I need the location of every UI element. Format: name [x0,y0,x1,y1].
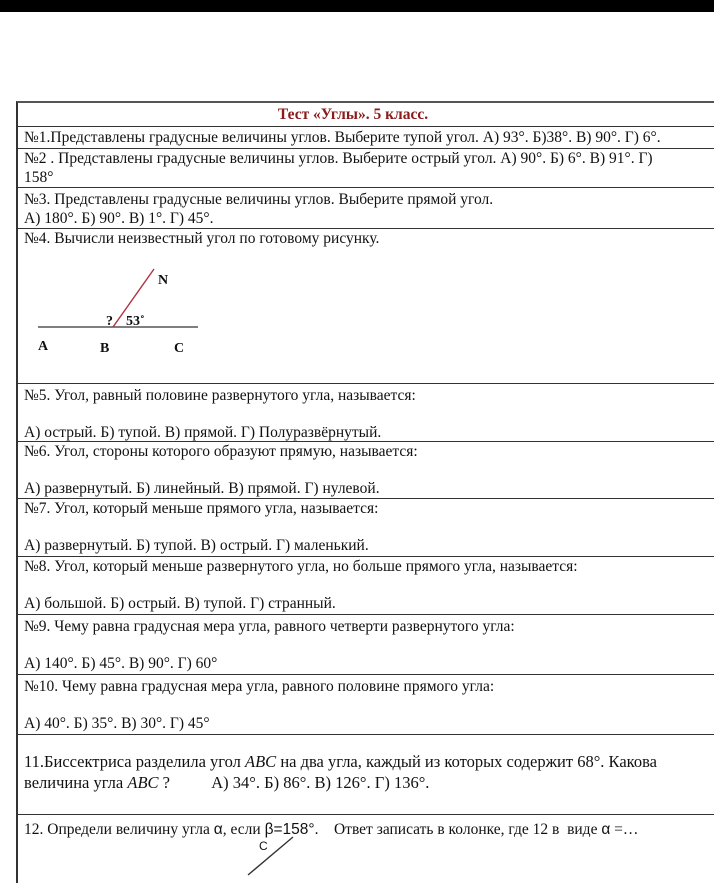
test-table [16,101,714,883]
question-10-text: №10. Чему равна градусная мера угла, равного половине прямого угла: [24,678,495,695]
ray-c [248,837,293,875]
question-1: №1.Представлены градусные величины углов. Выберите тупой угол. А) 93°. Б)38°. В) 90°. Г) 6°. [18,127,714,149]
question-7-answers: А) развернутый. Б) тупой. В) острый. Г) маленький. [24,537,369,554]
test-title: Тест «Углы». 5 класс. [18,103,714,127]
question-8-text: №8. Угол, который меньше развернутого угла, но больше прямого угла, называется: [24,558,578,575]
question-6 [18,442,714,499]
question-4-text: №4. Вычисли неизвестный угол по готовому рисунку. [24,230,380,247]
label-b: B [100,341,110,356]
question-5-text: №5. Угол, равный половине развернутого угла, называется: [24,387,416,404]
question-7-text: №7. Угол, который меньше прямого угла, называется: [24,500,379,517]
question-7 [18,499,714,557]
question-3-text: №3. Представлены градусные величины углов. Выберите прямой угол. [24,191,494,208]
question-2-text-cont: 158° [24,169,54,186]
question-11-answers: величина угла ABC ? А) 34°. Б) 86°. В) 126°. Г) 136°. [24,773,430,792]
question-3 [18,188,714,229]
question-9-text: №9. Чему равна градусная мера угла, равного четверти развернутого угла: [24,618,515,635]
label-unknown: ? [106,314,113,329]
question-12 [18,815,714,885]
question-2 [18,149,714,188]
label-c-12: C [259,839,268,853]
angle-figure [18,229,218,379]
top-bar [0,0,714,12]
question-4 [18,229,714,384]
question-2-text: №2 . Представлены градусные величины углов. Выберите острый угол. А) 90°. Б) 6°. В) 91°. Г) [24,150,653,167]
question-11-text: 11.Биссектриса разделила угол ABC на два угла, каждый из которых содержит 68°. Какова [24,752,657,771]
question-3-answers: А) 180°. Б) 90°. В) 1°. Г) 45°. [24,210,214,227]
question-6-answers: А) развернутый. Б) линейный. В) прямой. Г) нулевой. [24,480,380,497]
question-9 [18,615,714,675]
question-5-answers: А) острый. Б) тупой. В) прямой. Г) Полуразвёрнутый. [24,424,382,441]
label-n: N [158,273,169,288]
label-a: A [38,339,49,354]
question-9-answers: А) 140°. Б) 45°. В) 90°. Г) 60° [24,655,218,672]
question-5 [18,384,714,442]
angle-figure-12 [18,815,418,885]
question-10 [18,675,714,735]
question-8-answers: А) большой. Б) острый. В) тупой. Г) странный. [24,595,336,612]
label-angle: 53˚ [126,314,145,329]
label-c: C [174,341,185,356]
question-10-answers: А) 40°. Б) 35°. В) 30°. Г) 45° [24,715,210,732]
question-6-text: №6. Угол, стороны которого образуют прямую, называется: [24,443,418,460]
question-8 [18,557,714,615]
question-11 [18,735,714,815]
question-12-text: 12. Определи величину угла α, если β=158°. Ответ записать в колонке, где 12 в виде α =… [24,821,639,838]
